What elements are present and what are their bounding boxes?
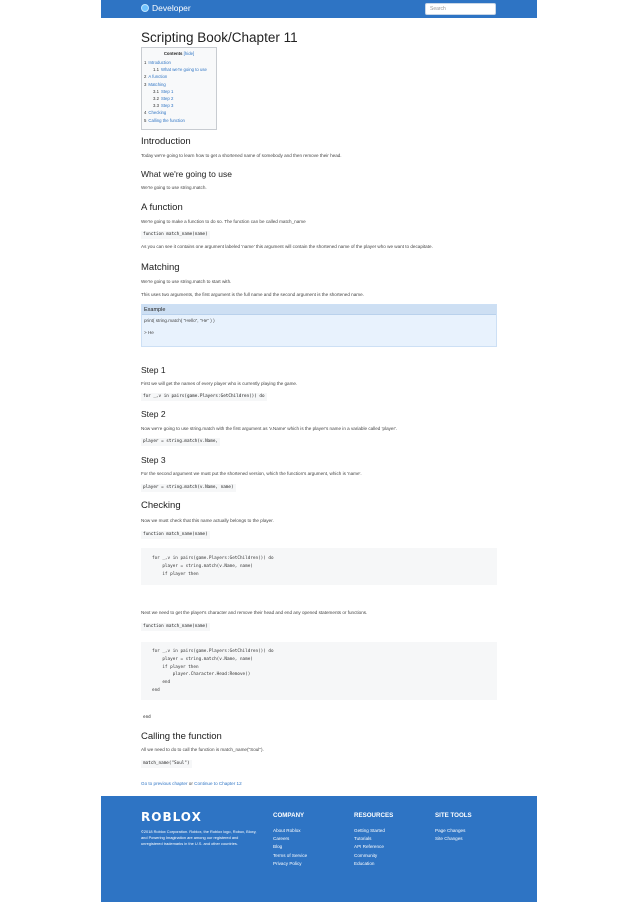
footer-link-page-changes[interactable]: Page Changes: [435, 828, 466, 833]
heading-checking: Checking: [141, 500, 181, 511]
footer-company: [273, 812, 307, 868]
footer-link-api-reference[interactable]: API Reference: [354, 844, 384, 850]
roblox-logo[interactable]: ROBLOX: [141, 810, 202, 824]
table-of-contents: [141, 47, 217, 130]
step2-code: player = string.match(v.Name,: [143, 439, 219, 444]
footer-link-education[interactable]: Education: [354, 860, 375, 866]
heading-step-2: Step 2: [141, 409, 166, 419]
footer-link-about[interactable]: About Roblox: [273, 828, 301, 833]
footer-resources: [354, 812, 393, 868]
developer-home-link[interactable]: [141, 3, 191, 13]
footer: [101, 796, 537, 902]
heading-introduction: Introduction: [141, 136, 191, 147]
heading-a-function: A function: [141, 202, 183, 213]
heading-matching: Matching: [141, 262, 180, 273]
code-snippet: function match_name(name): [143, 232, 208, 237]
checking-code-block-2: for _,v in pairs(game.Players:GetChildren()) do player = string.match(v.Name, name) if player then player.Character.Head:Remove() end end: [141, 642, 497, 700]
toc-item-what-use[interactable]: 1.1 What we're going to use: [153, 67, 207, 73]
toc-item-introduction[interactable]: 1 Introduction: [144, 60, 171, 65]
footer-site-tools: [435, 812, 472, 843]
toc-item-checking[interactable]: 4 Checking: [144, 110, 167, 116]
toc-item-a-function[interactable]: 2 A function: [144, 74, 168, 80]
toc-item-step-1[interactable]: 3.1 Step 1: [153, 88, 174, 94]
checking-text-1: Now we must check that this name actually belongs to the player.: [141, 518, 274, 523]
step3-code: player = string.match(v.Name, name): [143, 485, 234, 490]
next-chapter-link[interactable]: Continue to Chapter 12: [194, 781, 242, 786]
calling-code: match_name("Soul"): [143, 761, 190, 766]
toc-item-step-2[interactable]: 3.2 Step 2: [153, 96, 174, 102]
nav-or: or: [188, 781, 193, 786]
search-input[interactable]: Search: [425, 3, 496, 15]
what-use-text: We're going to use string.match.: [141, 185, 207, 190]
brand-label: Developer: [152, 3, 191, 13]
developer-logo-icon: [141, 4, 149, 12]
heading-step-3: Step 3: [141, 455, 166, 465]
checking-text-2: Next we need to get the player's character and remove their head and end any opened statements or functions.: [141, 610, 368, 615]
checking-code-1: function match_name(name): [143, 532, 208, 537]
page-title: Scripting Book/Chapter 11: [141, 30, 298, 45]
company-heading: COMPANY: [273, 812, 305, 819]
toc-item-calling[interactable]: 5 Calling the function: [144, 117, 185, 123]
footer-link-privacy[interactable]: Privacy Policy: [273, 860, 302, 866]
heading-calling: Calling the function: [141, 731, 222, 742]
step2-text: Now we're going to use string.match with the first argument as 'v.Name' which is the player's name in a variable called 'player'.: [141, 426, 398, 431]
prev-chapter-link[interactable]: Go to previous chapter: [141, 781, 188, 786]
example-box: [141, 304, 497, 347]
site-tools-heading: SITE TOOLS: [435, 812, 472, 819]
top-navbar: [101, 0, 537, 18]
footer-link-terms[interactable]: Terms of Service: [273, 852, 308, 858]
checking-code-3: end: [143, 715, 151, 720]
toc-hide-link[interactable]: [hide]: [183, 51, 195, 56]
footer-link-tutorials[interactable]: Tutorials: [354, 836, 372, 842]
footer-link-getting-started[interactable]: Getting Started: [354, 828, 385, 833]
matching-text-2: This uses two arguments, the first argument is the full name and the second argument is the shortened name.: [141, 292, 364, 297]
toc-title: Contents: [163, 51, 183, 56]
toc-item-matching[interactable]: 3 Matching: [144, 81, 166, 87]
checking-code-block-1: for _,v in pairs(game.Players:GetChildren()) do player = string.match(v.Name, name) if player then: [141, 548, 497, 585]
footer-link-blog[interactable]: Blog: [273, 844, 283, 850]
step1-code: for _,v in pairs(game.Players:GetChildren()) do: [143, 394, 265, 399]
example-line-1: print( string.match( "Hello", "He" ) ): [144, 318, 215, 323]
chapter-nav: [141, 781, 242, 786]
checking-code-2: function match_name(name): [143, 624, 208, 629]
intro-text: Today we're going to learn how to get a shortened name of somebody and then remove their head.: [141, 153, 342, 158]
matching-text-1: We're going to use string.match to start with.: [141, 279, 232, 284]
function-text-2: As you can see it contains one argument labeled 'name' this argument will contain the shortened name of the player who we want to decapitate.: [141, 244, 433, 249]
footer-link-community[interactable]: Community: [354, 852, 378, 858]
legal-text: ©2018 Roblox Corporation. Roblox, the Roblox logo, Robux, Bloxy, and Powering Imagination are among our registered and unregistered trademarks in the U.S. and other countries.: [141, 829, 257, 846]
example-line-2: > He: [144, 330, 154, 335]
step1-text: First we will get the names of every player who is currently playing the game.: [141, 381, 298, 386]
heading-what-use: What we're going to use: [141, 169, 232, 179]
resources-heading: RESOURCES: [354, 812, 394, 819]
footer-link-site-changes[interactable]: Site Changes: [435, 836, 463, 842]
heading-step-1: Step 1: [141, 365, 166, 375]
toc-item-step-3[interactable]: 3.3 Step 3: [153, 103, 174, 109]
function-text-1: We're going to make a function to do so. The function can be called match_name: [141, 219, 306, 224]
page: [101, 0, 537, 902]
example-title: Example: [142, 305, 496, 315]
calling-text: All we need to do to call the function is match_name("Soul").: [141, 747, 264, 752]
footer-link-careers[interactable]: Careers: [273, 836, 290, 842]
step3-text: For the second argument we must put the shortened version, which the function's argument, which is 'name'.: [141, 471, 362, 476]
